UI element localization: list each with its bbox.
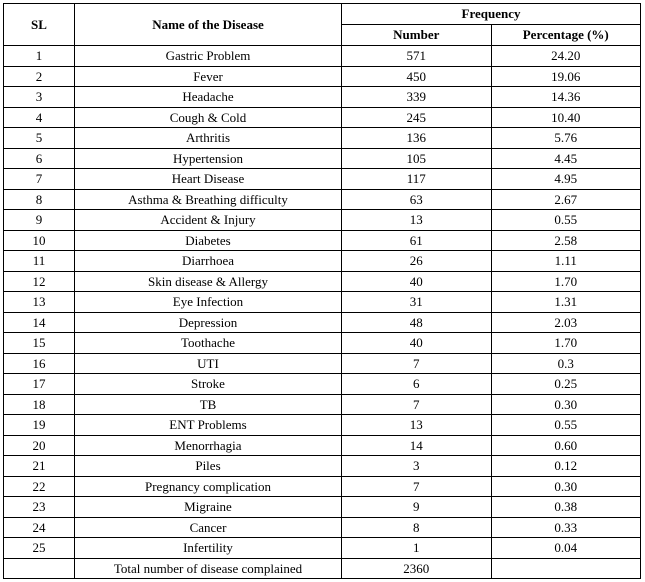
table-row [4,517,641,538]
total-percentage-cell [491,558,641,579]
cell-percentage: 4.45 [491,148,641,169]
cell-sl: 25 [4,538,75,559]
table-row [4,169,641,190]
cell-percentage: 0.30 [491,476,641,497]
cell-sl: 8 [4,189,75,210]
table-row [4,66,641,87]
cell-disease-name: Diarrhoea [75,251,342,272]
table-row [4,353,641,374]
cell-number: 571 [342,46,492,67]
cell-disease-name: Gastric Problem [75,46,342,67]
cell-disease-name: Diabetes [75,230,342,251]
cell-percentage: 2.67 [491,189,641,210]
cell-number: 61 [342,230,492,251]
cell-percentage: 1.11 [491,251,641,272]
cell-number: 9 [342,497,492,518]
cell-number: 26 [342,251,492,272]
cell-number: 48 [342,312,492,333]
cell-percentage: 2.03 [491,312,641,333]
cell-disease-name: Heart Disease [75,169,342,190]
total-row [4,558,641,579]
cell-number: 31 [342,292,492,313]
cell-percentage: 0.30 [491,394,641,415]
cell-sl: 19 [4,415,75,436]
table-row [4,189,641,210]
cell-sl: 5 [4,128,75,149]
table-row [4,271,641,292]
cell-percentage: 14.36 [491,87,641,108]
total-label: Total number of disease complained [75,558,342,579]
header-number: Number [342,25,492,46]
cell-percentage: 0.60 [491,435,641,456]
table-row [4,435,641,456]
cell-disease-name: Depression [75,312,342,333]
cell-sl: 2 [4,66,75,87]
cell-number: 6 [342,374,492,395]
cell-sl: 7 [4,169,75,190]
cell-number: 7 [342,476,492,497]
cell-number: 40 [342,333,492,354]
table-row [4,210,641,231]
cell-sl: 14 [4,312,75,333]
table-row [4,333,641,354]
cell-disease-name: UTI [75,353,342,374]
cell-number: 7 [342,353,492,374]
table-row [4,476,641,497]
cell-disease-name: Fever [75,66,342,87]
cell-percentage: 4.95 [491,169,641,190]
cell-number: 14 [342,435,492,456]
table-row [4,148,641,169]
cell-percentage: 0.55 [491,415,641,436]
cell-number: 8 [342,517,492,538]
cell-disease-name: Hypertension [75,148,342,169]
cell-sl: 4 [4,107,75,128]
cell-disease-name: Piles [75,456,342,477]
cell-percentage: 0.55 [491,210,641,231]
cell-sl: 9 [4,210,75,231]
cell-percentage: 0.38 [491,497,641,518]
cell-sl: 15 [4,333,75,354]
cell-sl: 3 [4,87,75,108]
cell-disease-name: ENT Problems [75,415,342,436]
cell-sl: 11 [4,251,75,272]
cell-number: 63 [342,189,492,210]
table-row [4,456,641,477]
cell-percentage: 10.40 [491,107,641,128]
cell-sl: 17 [4,374,75,395]
cell-number: 13 [342,415,492,436]
cell-sl: 16 [4,353,75,374]
header-sl: SL [4,4,75,46]
cell-percentage: 0.3 [491,353,641,374]
cell-number: 117 [342,169,492,190]
cell-sl: 24 [4,517,75,538]
table-row [4,46,641,67]
cell-disease-name: Cancer [75,517,342,538]
cell-number: 105 [342,148,492,169]
cell-disease-name: Skin disease & Allergy [75,271,342,292]
cell-number: 3 [342,456,492,477]
table-row [4,128,641,149]
cell-sl: 21 [4,456,75,477]
table-row [4,394,641,415]
cell-sl: 6 [4,148,75,169]
cell-disease-name: Cough & Cold [75,107,342,128]
cell-number: 339 [342,87,492,108]
table-row [4,230,641,251]
cell-number: 1 [342,538,492,559]
cell-percentage: 1.70 [491,333,641,354]
cell-percentage: 1.70 [491,271,641,292]
cell-disease-name: Pregnancy complication [75,476,342,497]
cell-disease-name: Arthritis [75,128,342,149]
cell-sl: 13 [4,292,75,313]
cell-disease-name: Menorrhagia [75,435,342,456]
table-header-row [4,4,641,25]
cell-sl: 20 [4,435,75,456]
table-row [4,107,641,128]
cell-sl: 23 [4,497,75,518]
cell-percentage: 0.25 [491,374,641,395]
total-number: 2360 [342,558,492,579]
cell-percentage: 2.58 [491,230,641,251]
cell-percentage: 0.04 [491,538,641,559]
table-row [4,312,641,333]
cell-number: 136 [342,128,492,149]
cell-percentage: 0.33 [491,517,641,538]
cell-percentage: 24.20 [491,46,641,67]
cell-disease-name: TB [75,394,342,415]
cell-disease-name: Migraine [75,497,342,518]
cell-disease-name: Headache [75,87,342,108]
cell-percentage: 1.31 [491,292,641,313]
table-row [4,251,641,272]
table-row [4,538,641,559]
cell-disease-name: Toothache [75,333,342,354]
cell-disease-name: Asthma & Breathing difficulty [75,189,342,210]
cell-number: 7 [342,394,492,415]
table-row [4,374,641,395]
cell-percentage: 19.06 [491,66,641,87]
total-sl-cell [4,558,75,579]
header-disease-name: Name of the Disease [75,4,342,46]
cell-disease-name: Eye Infection [75,292,342,313]
cell-disease-name: Stroke [75,374,342,395]
cell-number: 245 [342,107,492,128]
cell-disease-name: Accident & Injury [75,210,342,231]
cell-percentage: 0.12 [491,456,641,477]
cell-sl: 22 [4,476,75,497]
table-row [4,415,641,436]
cell-sl: 12 [4,271,75,292]
cell-percentage: 5.76 [491,128,641,149]
table-row [4,497,641,518]
table-row [4,292,641,313]
cell-sl: 18 [4,394,75,415]
cell-number: 450 [342,66,492,87]
header-frequency: Frequency [342,4,641,25]
cell-sl: 10 [4,230,75,251]
table-row [4,87,641,108]
cell-disease-name: Infertility [75,538,342,559]
header-percentage: Percentage (%) [491,25,641,46]
table-body [4,46,641,559]
disease-frequency-table [3,3,641,579]
cell-number: 40 [342,271,492,292]
cell-number: 13 [342,210,492,231]
cell-sl: 1 [4,46,75,67]
